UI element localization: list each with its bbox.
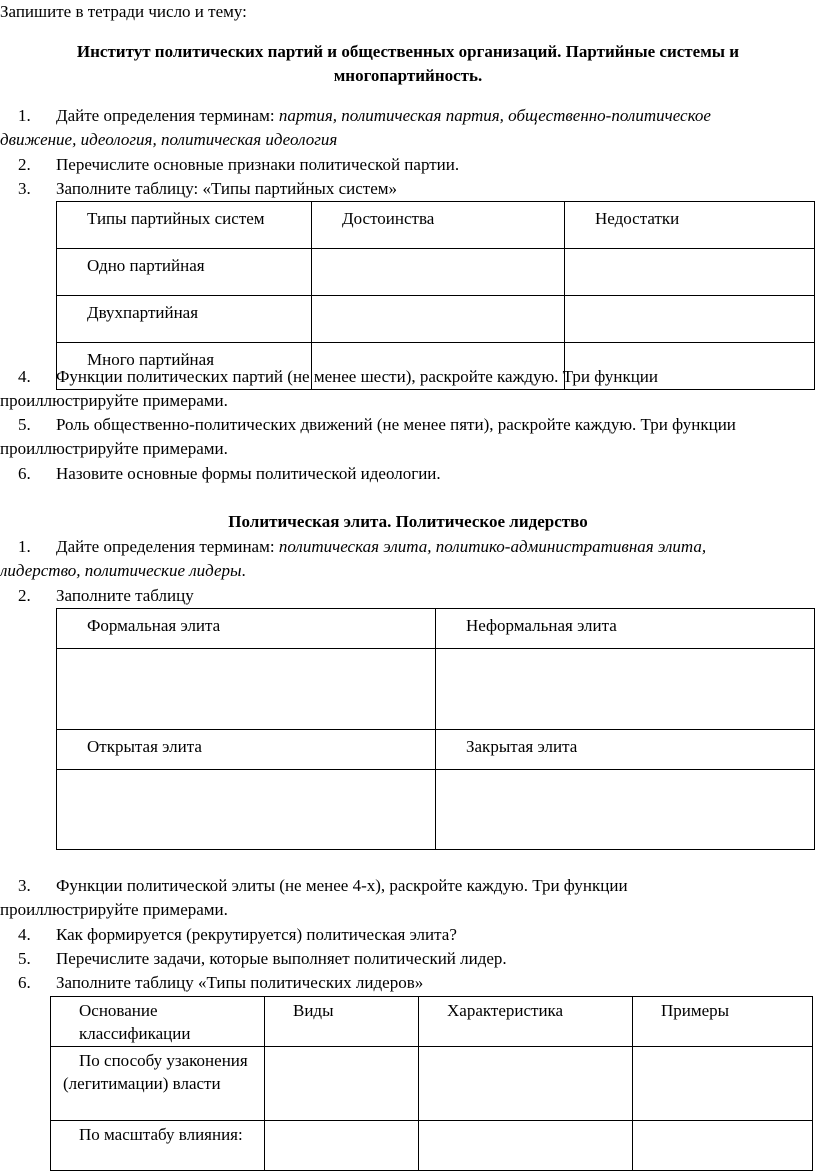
item-suffix: . bbox=[241, 561, 246, 580]
item-text: Перечислите основные признаки политической партии. bbox=[56, 155, 460, 174]
table-cell: Одно партийная bbox=[57, 249, 312, 296]
row-label: По масштабу влияния: bbox=[79, 1125, 243, 1144]
leader-types-table bbox=[50, 996, 813, 1171]
item-text: Перечислите задачи, которые выполняет политический лидер. bbox=[56, 949, 507, 968]
table-cell bbox=[51, 1121, 265, 1171]
item-text: Функции политической элиты (не менее 4-х), раскройте каждую. Три функции bbox=[56, 876, 628, 895]
item-number: 5. bbox=[18, 415, 31, 434]
table-cell-empty bbox=[312, 249, 565, 296]
table-header-cell: Достоинства bbox=[312, 202, 565, 249]
item-number: 1. bbox=[18, 106, 31, 125]
item-number: 3. bbox=[18, 179, 31, 198]
section1-title-line1: Институт политических партий и общественных организаций. Партийные системы и bbox=[76, 42, 740, 61]
item-number: 5. bbox=[18, 949, 31, 968]
table-row bbox=[57, 296, 815, 343]
intro-text: Запишите в тетради число и тему: bbox=[0, 2, 247, 21]
item-italic-terms-cont: лидерство, политические лидеры bbox=[0, 561, 242, 580]
table-cell: Формальная элита bbox=[57, 609, 436, 649]
table-header-cell: Примеры bbox=[633, 997, 813, 1047]
table-row bbox=[57, 609, 815, 649]
item-number: 4. bbox=[18, 925, 31, 944]
item-text-cont: проиллюстрируйте примерами. bbox=[0, 391, 228, 410]
item-text: Заполните таблицу bbox=[56, 586, 194, 605]
item-text: Как формируется (рекрутируется) политическая элита? bbox=[56, 925, 457, 944]
item-text: Заполните таблицу «Типы политических лидеров» bbox=[56, 973, 424, 992]
section2-title: Политическая элита. Политическое лидерство bbox=[228, 512, 588, 531]
item-italic-terms: политическая элита, политико-административная элита, bbox=[278, 537, 707, 556]
item-number: 6. bbox=[18, 973, 31, 992]
table-row bbox=[57, 249, 815, 296]
table-header-cell: Типы партийных систем bbox=[57, 202, 312, 249]
table-cell-empty bbox=[565, 296, 815, 343]
table-cell-empty bbox=[565, 249, 815, 296]
table-cell-empty bbox=[633, 1121, 813, 1171]
table-cell-empty bbox=[436, 649, 815, 730]
table-cell: Закрытая элита bbox=[436, 730, 815, 770]
item-number: 2. bbox=[18, 155, 31, 174]
table-cell: Неформальная элита bbox=[436, 609, 815, 649]
table-header-cell: Характеристика bbox=[419, 997, 633, 1047]
table-cell-empty bbox=[312, 296, 565, 343]
item-number: 6. bbox=[18, 464, 31, 483]
item-text-cont: проиллюстрируйте примерами. bbox=[0, 900, 228, 919]
elite-table bbox=[56, 608, 815, 850]
table-cell-empty bbox=[436, 770, 815, 850]
item-italic-terms: партия, политическая партия, общественно-политическое bbox=[278, 106, 711, 125]
table-cell: Двухпартийная bbox=[57, 296, 312, 343]
item-text: Роль общественно-политических движений (не менее пяти), раскройте каждую. Три функции bbox=[56, 415, 736, 434]
table-cell-empty bbox=[419, 1121, 633, 1171]
table-cell: Открытая элита bbox=[57, 730, 436, 770]
item-text: Функции политических партий (не менее шести), раскройте каждую. Три функции bbox=[56, 367, 659, 386]
item-text: Назовите основные формы политической идеологии. bbox=[56, 464, 441, 483]
item-text: Заполните таблицу: «Типы партийных систем» bbox=[56, 179, 398, 198]
row-label: По способу узаконения (легитимации) власти bbox=[63, 1051, 248, 1093]
item-text-cont: проиллюстрируйте примерами. bbox=[0, 439, 228, 458]
table-header-cell: Основание классификации bbox=[51, 997, 265, 1047]
table-row bbox=[51, 1121, 813, 1171]
table-row bbox=[51, 1047, 813, 1121]
table-row bbox=[57, 730, 815, 770]
table-cell-empty bbox=[265, 1121, 419, 1171]
party-systems-table bbox=[56, 201, 815, 390]
table-row bbox=[57, 649, 815, 730]
table-header-cell: Недостатки bbox=[565, 202, 815, 249]
table-header-cell: Виды bbox=[265, 997, 419, 1047]
table-cell-empty bbox=[633, 1047, 813, 1121]
table-cell: Много партийная bbox=[57, 343, 312, 390]
table-cell-empty bbox=[57, 649, 436, 730]
table-cell bbox=[51, 1047, 265, 1121]
table-cell-empty bbox=[265, 1047, 419, 1121]
section1-title-line2: многопартийность. bbox=[333, 66, 483, 85]
item-italic-terms-cont: движение, идеология, политическая идеология bbox=[0, 130, 338, 149]
table-header-row bbox=[57, 202, 815, 249]
item-number: 4. bbox=[18, 367, 31, 386]
item-text: Дайте определения терминам: bbox=[56, 106, 279, 125]
table-cell-empty bbox=[57, 770, 436, 850]
table-header-row bbox=[51, 997, 813, 1047]
item-number: 3. bbox=[18, 876, 31, 895]
table-row bbox=[57, 770, 815, 850]
table-cell-empty bbox=[419, 1047, 633, 1121]
item-text: Дайте определения терминам: bbox=[56, 537, 279, 556]
item-number: 2. bbox=[18, 586, 31, 605]
item-number: 1. bbox=[18, 537, 31, 556]
